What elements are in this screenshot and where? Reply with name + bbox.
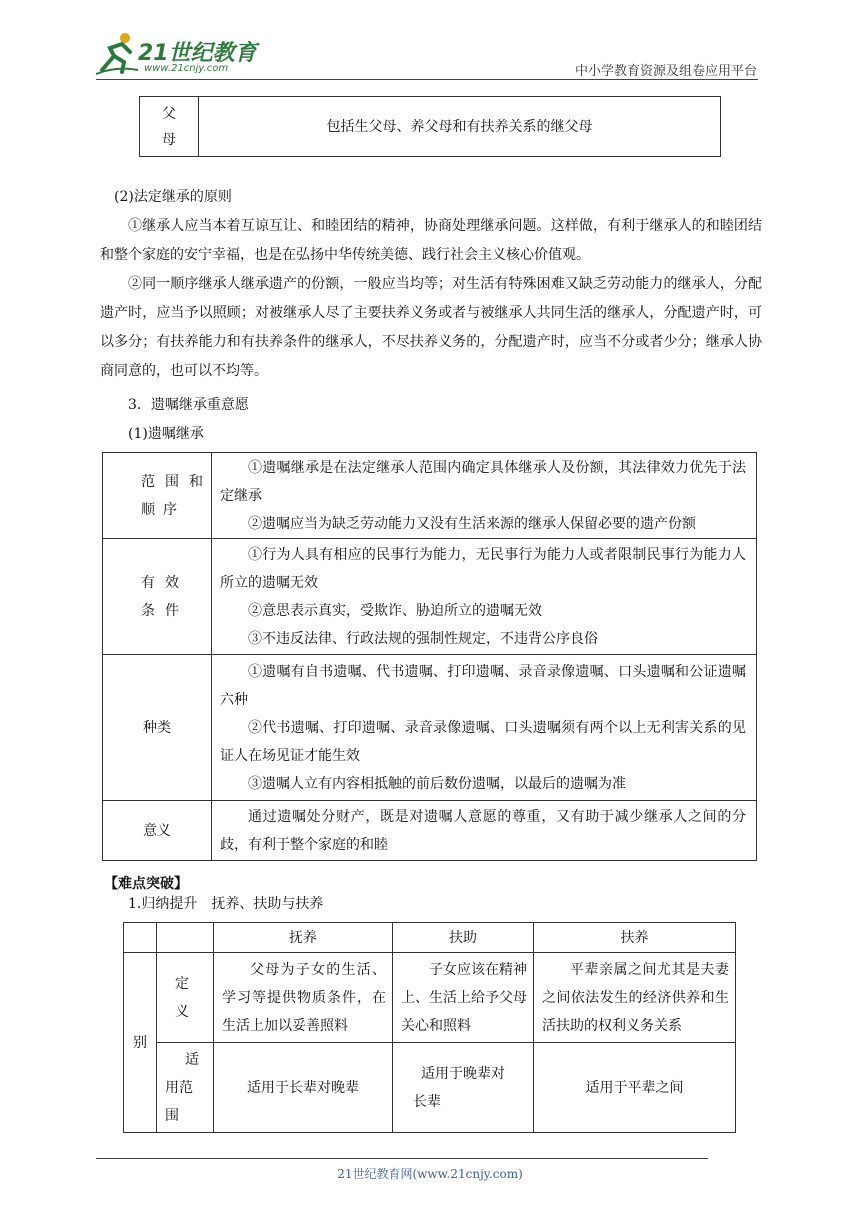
parents-label-text: 父母: [162, 105, 176, 148]
scope-fuzhu-cell: [393, 1043, 534, 1133]
section-3-title: 3．遗嘱继承重意愿: [128, 397, 249, 413]
will-types-item-3: ③遗嘱人立有内容相抵触的前后数份遗嘱，以最后的遗嘱为准: [248, 775, 626, 792]
parents-label: [140, 97, 199, 157]
parents-table: [139, 96, 721, 157]
header-fuyang-raise: 抚养: [214, 923, 393, 953]
header-fuyang-support: 扶养: [534, 923, 736, 953]
row-label-definition: [157, 953, 214, 1043]
section-2-title: (2)法定继承的原则: [114, 189, 232, 205]
comparison-corner-b: [157, 923, 214, 953]
will-types-item-2: ②代书遗嘱、打印遗嘱、录音录像遗嘱、口头遗嘱须有两个以上无利害关系的见证人在场见证才能生效: [220, 719, 746, 764]
will-scope-item-2: ②遗嘱应当为缺乏劳动能力又没有生活来源的继承人保留必要的遗产份额: [248, 515, 696, 532]
will-row-content-types: [212, 655, 757, 801]
scope-fuyang-support: 适用于平辈之间: [534, 1043, 736, 1133]
row-label-scope-text: 适用范围: [165, 1051, 199, 1124]
will-row-label-scope-text: 范围和顺序: [141, 473, 211, 518]
will-row-label-validity-text: 有效条件: [141, 574, 189, 619]
group-label: 别: [124, 953, 157, 1133]
will-row-label-validity: [103, 539, 212, 655]
definition-fuyang-support: 平辈亲属之间尤其是夫妻之间依法发生的经济供养和生活扶助的权利义务关系: [534, 953, 736, 1043]
header-platform-name: 中小学教育资源及组卷应用平台: [574, 64, 757, 79]
will-significance-item-1: 通过遗嘱处分财产，既是对遗嘱人意愿的尊重，又有助于减少继承人之间的分歧，有利于整个家庭的和睦: [220, 808, 746, 853]
will-validity-item-3: ③不违反法律、行政法规的强制性规定，不违背公序良俗: [248, 630, 598, 647]
section-3-subtitle: (1)遗嘱继承: [128, 426, 204, 442]
footer-text: 21世纪教育网(www.21cnjy.com): [337, 1167, 523, 1181]
row-label-scope: [157, 1043, 214, 1133]
definition-fuyang-raise: 父母为子女的生活、学习等提供物质条件，在生活上加以妥善照料: [214, 953, 393, 1043]
parents-content: 包括生父母、养父母和有扶养关系的继父母: [199, 97, 721, 157]
will-row-content-significance: [212, 801, 757, 861]
will-validity-item-2: ②意思表示真实，受欺诈、胁迫所立的遗嘱无效: [248, 602, 542, 619]
principle-2-paragraph: ②同一顺序继承人继承遗产的份额，一般应当均等；对生活有特殊困难又缺乏劳动能力的继承人，分配遗产时，应当予以照顾；对被继承人尽了主要扶养义务或者与被继承人共同生活的继承人，分配遗产时，可以多分；有扶养能力和有扶养条件的继承人，不尽扶养义务的，分配遗产时，应当不分或者少分；继承人协商同意的，也可以不均等。: [100, 276, 762, 379]
principle-1-paragraph: ①继承人应当本着互谅互让、和睦团结的精神，协商处理继承问题。这样做，有利于继承人的和睦团结和整个家庭的安宁幸福，也是在弘扬中华传统美德、践行社会主义核心价值观。: [100, 218, 762, 263]
scope-fuyang-raise: 适用于长辈对晚辈: [214, 1043, 393, 1133]
summary-title: 1.归纳提升 抚养、扶助与扶养: [128, 896, 324, 912]
row-label-definition-text: 定义: [175, 975, 189, 1020]
difficulty-heading: 【难点突破】: [104, 876, 188, 892]
will-row-content-scope: [212, 453, 757, 539]
site-logo: [94, 30, 264, 78]
will-scope-item-1: ①遗嘱继承是在法定继承人范围内确定具体继承人及份额，其法律效力优先于法定继承: [220, 459, 746, 504]
header-fuzhu: 扶助: [393, 923, 534, 953]
will-types-item-1: ①遗嘱有自书遗嘱、代书遗嘱、打印遗嘱、录音录像遗嘱、口头遗嘱和公证遗嘱六种: [220, 663, 746, 708]
scope-fuzhu: 适用于晚辈对长辈: [413, 1065, 505, 1110]
logo-url-text: www.21cnjy.com: [144, 63, 229, 74]
footer-divider: [96, 1158, 708, 1159]
definition-fuzhu: 子女应该在精神上、生活上给予父母关心和照料: [393, 953, 534, 1043]
will-validity-item-1: ①行为人具有相应的民事行为能力，无民事行为能力人或者限制民事行为能力人所立的遗嘱无效: [220, 546, 746, 591]
will-row-content-validity: [212, 539, 757, 655]
will-row-label-scope: [103, 453, 212, 539]
comparison-corner-a: [124, 923, 157, 953]
will-inheritance-table: [102, 452, 757, 861]
comparison-table: [123, 922, 736, 1133]
logo-brand-text: 21世纪教育: [138, 41, 257, 66]
runner-logo-icon: [94, 30, 140, 76]
will-row-label-types: 种类: [103, 655, 212, 801]
will-row-label-significance: 意义: [103, 801, 212, 861]
header-divider: [96, 79, 758, 80]
